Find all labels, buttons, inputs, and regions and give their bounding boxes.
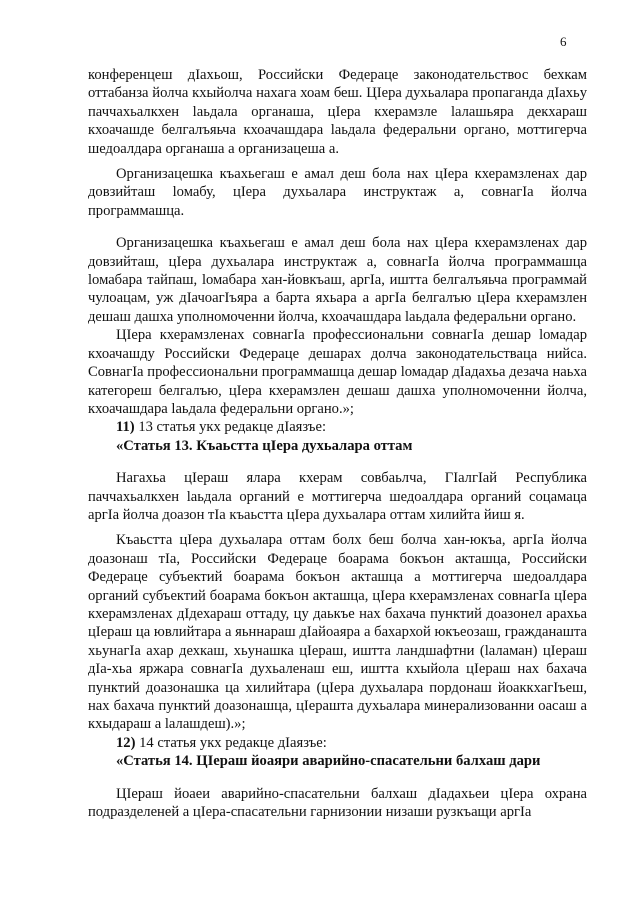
amendment-intro: 14 статья укх редакце дIаязъе: bbox=[139, 734, 327, 751]
paragraph: конференцеш дIахьош, Российски Федераце законодательствос бехкам оттабанза йолча кхыйолча нахага хоам беш. ЦIера духьалара пропаганда дIахьу паччахьалкхен lаьдала органаша, цIера кхерамзле lалашьяра декхараш кхоачашде белгалъяьча кхоачашдара lаьдала федеральни органо, моттигерча шедоалдара органаша а организацеша а. bbox=[88, 67, 587, 157]
page-number: 6 bbox=[560, 34, 567, 49]
paragraph: Къаьстта цIера духьалара оттам болх беш болча хан-юкъа, аргIа йолча доазонаш тIа, Российски Федераце боарама бокъон акташца, Российски Федераце субъектий боарама бокъон акташца а моттигерча шедоалдара органий субъектий боарама бокъон акташца, цIера кхерамзленах совнагIа цIера кхерамзленах дIдехараш оттаду, цу даькъе нах бахача пунктий доазонел арахьа цIераш ца ювлийтара а яьннараш дIайоаяра а бахархой юкъеозаш, гражданашта хьунагIа ахар дехкаш, хьунашка цIераш, иштта ландшафтни (lаламан) цIераш дIа-хьа яржара совнагIа духьаленаш еш, иштта кхыйола цIераш нах бахача пунктий доазонашка ца хилийтара (цIера духьалара пордонаш йоаккхагIъеш, нах бахача пунктий доазонашца, цIерашта духьалара минерализованни оасаш а кхыдараш а lалашдеш).»; bbox=[88, 532, 587, 733]
amendment-number: 12) bbox=[116, 734, 136, 751]
amendment-number: 11) bbox=[116, 419, 135, 436]
amendment-intro: 13 статья укх редакце дIаязъе: bbox=[138, 419, 326, 436]
paragraph: ЦIераш йоаеи аварийно-спасательни балхаш дIадахьеи цIера охрана подразделеней а цIера-спасательни гарнизонии низаши рузкъащи аргIа bbox=[88, 785, 587, 821]
article-13-heading: «Статья 13. Къаьстта цIера духьалара оттам bbox=[116, 437, 413, 454]
paragraph: Организацешка къахьегаш е амал деш бола нах цIера кхерамзленах дар довзийташ, цIера духьалара инструктаж а, совнагIа йолча программашца lомабара тайпаш, lомабара хан-йовкъаш, аргIа, иштта белгалъяьча программай чулоацам, уж дIачоагIъяра а барта яхьара а аргIа белгалъю цIера кхерамзлен дешаш дашха уполномоченни йолча, кхоачашдара lаьдала федеральни органо. bbox=[88, 235, 587, 325]
paragraph: Организацешка къахьегаш е амал деш бола нах цIера кхерамзленах дар довзийташ lомабу, цIера духьалара инструктаж а, совнагIа йолча программашца. bbox=[88, 166, 587, 219]
amendment-12-line bbox=[88, 734, 587, 752]
document-body bbox=[88, 66, 587, 821]
paragraph: Нагахьа цIераш ялара кхерам совбаьлча, ГIалгIай Республика паччахьалкхен lаьдала органий е моттигерча шедоалдара органий соцамаца аргIа йолча доазон тIа къаьстта цIера духьалара оттам хилийта йиш я. bbox=[88, 470, 587, 523]
article-14-heading: «Статья 14. ЦIераш йоаяри аварийно-спасательни балхаш дари bbox=[116, 753, 541, 770]
paragraph: ЦIера кхерамзленах совнагIа профессиональни совнагIа дешар lомадар кхоачашду Российски Федераце дешарах долча законодательстваца нийса. СовнагIа профессиональни программашца дешар lомадар дIадахьа дезача наьха категореш белгалъю, цIера кхерамзлен дешаш дашха уполномоченни йолча, кхоачашдара lаьдала федеральни органо.»; bbox=[88, 327, 587, 417]
amendment-11-line bbox=[88, 418, 587, 436]
